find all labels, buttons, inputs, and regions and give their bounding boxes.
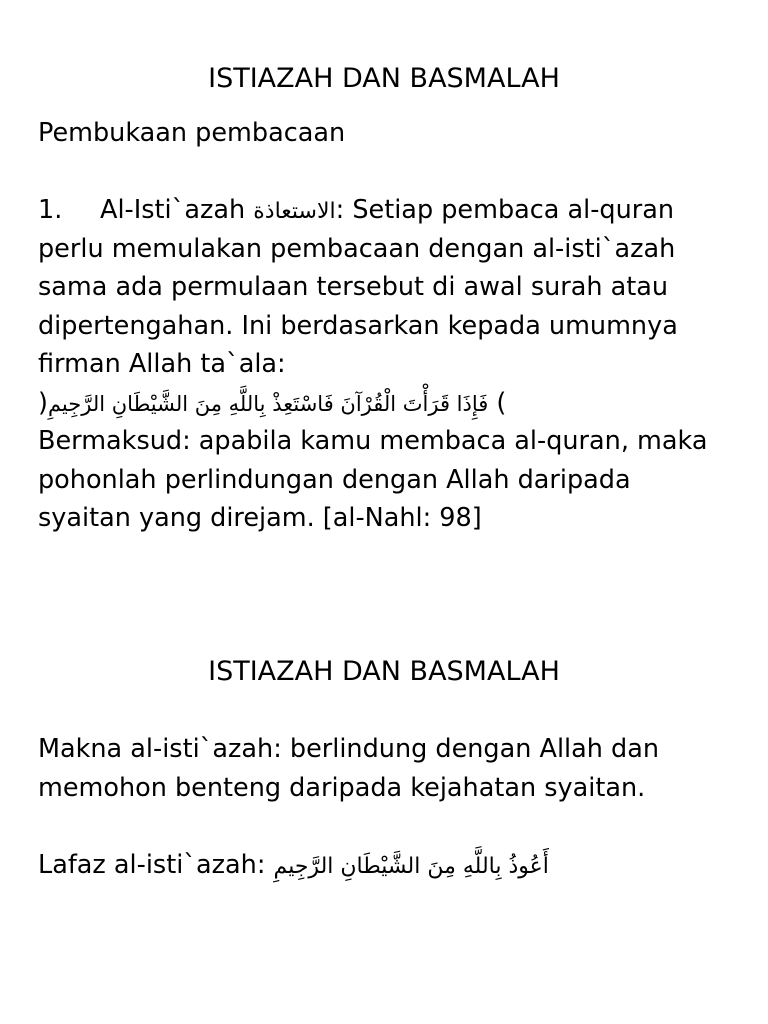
verse-arabic: فَإِذَا قَرَأْتَ الْقُرْآنَ فَاسْتَعِذْ بِاللَّهِ مِنَ الشَّيْطَانِ الرَّجِيمِ (47, 391, 489, 416)
paragraph-line: firman Allah ta`ala: (38, 349, 286, 379)
quran-verse (38, 384, 738, 423)
paragraph-line: perlu memulakan pembacaan dengan al-isti`azah (38, 233, 676, 264)
numbered-item-1 (38, 191, 738, 230)
slide-1-body (38, 114, 738, 538)
meaning-line: syaitan yang direjam. [al-Nahl: 98] (38, 503, 482, 533)
lafaz-line (38, 846, 738, 885)
meaning-line: Bermaksud: apabila kamu membaca al-quran, maka (38, 426, 708, 456)
slide-1-subtitle: Pembukaan pembacaan (38, 118, 346, 148)
blank-line (38, 807, 738, 846)
slide-2 (0, 600, 768, 1024)
lafaz-arabic: أَعُوذُ بِاللَّهِ مِنَ الشَّيْطَانِ الرَّجِيمِ (273, 853, 549, 879)
slide-2-title: ISTIAZAH DAN BASMALAH (208, 656, 560, 687)
item-number: 1. (38, 195, 63, 225)
item-text-first: : Setiap pembaca al-quran (335, 195, 675, 225)
verse-paren-close: ) (38, 387, 48, 418)
paragraph-line: dipertengahan. Ini berdasarkan kepada umumnya (38, 310, 678, 341)
slide-1-title: ISTIAZAH DAN BASMALAH (208, 63, 560, 94)
item-term: Al-Isti`azah (100, 195, 246, 225)
lafaz-label: Lafaz al-isti`azah: (38, 849, 266, 880)
makna-line: Makna al-isti`azah: berlindung dengan Allah dan (38, 734, 659, 764)
item-term-arabic: الاستعاذة (253, 199, 336, 224)
verse-paren-open: ( (496, 387, 507, 418)
blank-line (38, 153, 738, 192)
makna-line: memohon benteng daripada kejahatan syaitan. (38, 772, 646, 803)
paragraph-line: sama ada permulaan tersebut di awal surah atau (38, 272, 669, 302)
meaning-line: pohonlah perlindungan dengan Allah daripada (38, 464, 631, 495)
slide-2-body (38, 730, 738, 884)
